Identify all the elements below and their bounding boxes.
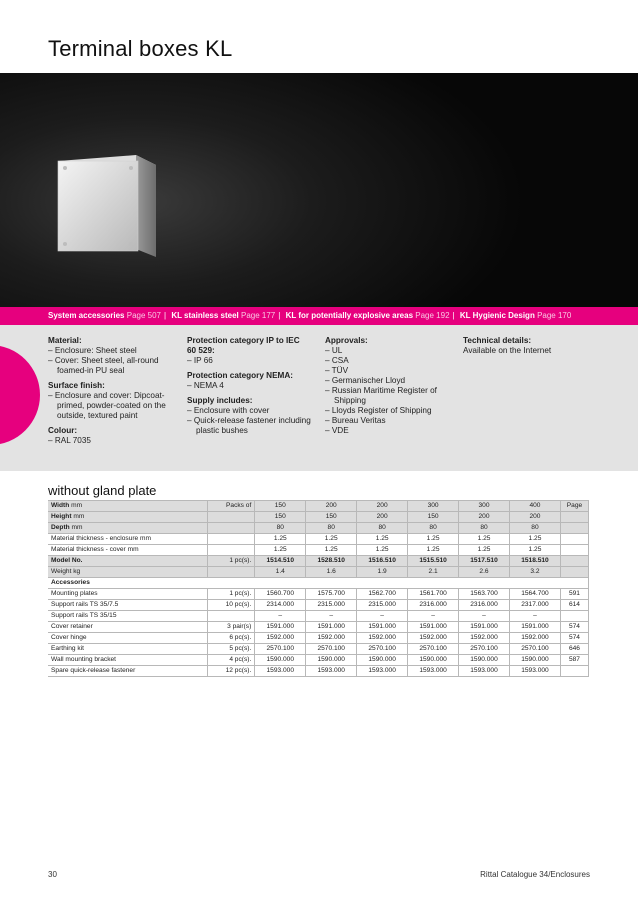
value-cell: 2570.100 [357,644,408,655]
value-cell: 1560.700 [255,589,306,600]
acc-page-2: Page 177 [241,311,276,320]
value-cell: 1590.000 [255,655,306,666]
model-number-cell: 1515.510 [408,556,459,567]
page-cell: 646 [560,644,588,655]
row-label: Cover hinge [48,633,208,644]
row-label: Mounting plates [48,589,208,600]
value-cell: 2316.000 [408,600,459,611]
packs-cell: 10 pc(s). [208,600,255,611]
value-cell: 2316.000 [459,600,510,611]
value-cell: – [509,611,560,622]
value-cell: 1593.000 [357,666,408,677]
value-cell: – [357,611,408,622]
packs-cell: 1 pc(s). [208,589,255,600]
catalogue-reference: Rittal Catalogue 34/Enclosures [480,870,590,879]
value-cell: 1592.000 [255,633,306,644]
value-cell: 1593.000 [509,666,560,677]
value-cell: 80 [255,523,306,534]
value-cell: 1593.000 [459,666,510,677]
page-title: Terminal boxes KL [48,36,233,61]
spec-col-material [48,336,176,446]
value-cell: 80 [408,523,459,534]
value-cell: 80 [357,523,408,534]
table-row [48,523,589,534]
value-cell: 150 [255,512,306,523]
row-label [48,523,208,534]
value-cell: 1.25 [255,534,306,545]
value-cell: 1593.000 [408,666,459,677]
value-cell: 2315.000 [357,600,408,611]
finish-heading: Surface finish: [48,381,105,390]
table-row [48,589,589,600]
page-cell [560,534,588,545]
value-cell: 150 [408,512,459,523]
value-cell: 1.25 [306,545,357,556]
value-cell: 1.25 [459,545,510,556]
table-row [48,545,589,556]
value-cell: – [408,611,459,622]
row-label [48,501,208,512]
value-cell: 1575.700 [306,589,357,600]
packs-cell: 4 pc(s). [208,655,255,666]
value-cell: 1591.000 [255,622,306,633]
row-label: Weight kg [48,567,208,578]
value-cell: 1590.000 [509,655,560,666]
value-cell: 1592.000 [306,633,357,644]
value-cell: 150 [306,512,357,523]
row-label-bold: Height [51,513,72,520]
row-label-unit: mm [69,502,83,509]
value-cell: 300 [408,501,459,512]
accessories-heading: Accessories [48,578,589,589]
value-cell: 2570.100 [255,644,306,655]
spec-item: – Cover: Sheet steel, all-round foamed-in PU seal [48,356,159,375]
model-number-cell: 1516.510 [357,556,408,567]
value-cell: 1590.000 [408,655,459,666]
row-label-unit: mm [69,524,83,531]
page-cell [560,611,588,622]
value-cell: 200 [357,501,408,512]
spec-item: – Enclosure and cover: Dipcoat-primed, powder-coated on the outside, textured paint [48,391,166,420]
spec-item: – Russian Maritime Register of Shipping [325,386,437,405]
page-cell: 614 [560,600,588,611]
packs-cell [208,534,255,545]
value-cell: 1592.000 [408,633,459,644]
value-cell: 1.4 [255,567,306,578]
row-label-unit: Material thickness - cover mm [51,546,139,553]
acc-page-4: Page 170 [537,311,572,320]
spec-item: – NEMA 4 [187,381,224,390]
value-cell: 80 [509,523,560,534]
ip-heading: Protection category IP to IEC 60 529: [187,336,300,355]
spec-item: – Quick-release fastener including plastic bushes [187,416,311,435]
value-cell: 1590.000 [459,655,510,666]
spec-item: – UL [325,346,343,355]
row-label: Wall mounting bracket [48,655,208,666]
table-row [48,611,589,622]
packs-cell [208,545,255,556]
table-title: without gland plate [48,483,157,498]
accessories-header-row [48,578,589,589]
row-label-unit: Material thickness - enclosure mm [51,535,152,542]
spec-item: – TÜV [325,366,349,375]
approvals-heading: Approvals: [325,336,368,345]
table-row [48,512,589,523]
value-cell: 200 [357,512,408,523]
value-cell: 1590.000 [357,655,408,666]
packs-cell: 3 pair(s) [208,622,255,633]
acc-page-1: Page 507 [126,311,161,320]
table-row [48,622,589,633]
data-table [48,500,589,677]
value-cell: 80 [459,523,510,534]
row-label-bold: Width [51,502,70,509]
row-label [48,534,208,545]
packs-cell: 12 pc(s). [208,666,255,677]
packs-cell: 6 pc(s). [208,633,255,644]
value-cell: 1592.000 [459,633,510,644]
value-cell: 1.25 [357,534,408,545]
value-cell: 1591.000 [357,622,408,633]
spec-item: – Germanischer Lloyd [325,376,406,385]
page-cell: 574 [560,622,588,633]
row-label: Spare quick-release fastener [48,666,208,677]
value-cell: 1564.700 [509,589,560,600]
value-cell: 1.25 [509,545,560,556]
packs-cell [208,512,255,523]
value-cell: 1591.000 [408,622,459,633]
value-cell: 2315.000 [306,600,357,611]
spec-item: – Enclosure: Sheet steel [48,346,137,355]
table-row [48,501,589,512]
page-cell: 574 [560,633,588,644]
spec-col-approvals [325,336,451,436]
value-cell: 1.25 [459,534,510,545]
material-heading: Material: [48,336,82,345]
spec-item: – Enclosure with cover [187,406,270,415]
value-cell: 1563.700 [459,589,510,600]
terminal-box-image [52,153,162,263]
row-label: Support rails TS 35/15 [48,611,208,622]
page-number: 30 [48,870,57,879]
table-row [48,633,589,644]
value-cell: 1591.000 [509,622,560,633]
spec-item: – Bureau Veritas [325,416,386,425]
spec-item: – Lloyds Register of Shipping [325,406,432,415]
tech-details-text: Available on the Internet [463,346,552,355]
value-cell: 80 [306,523,357,534]
value-cell: 1593.000 [306,666,357,677]
packs-cell: 5 pc(s). [208,644,255,655]
packs-cell [208,567,255,578]
value-cell: 1.6 [306,567,357,578]
table-row [48,534,589,545]
row-label [48,545,208,556]
value-cell: 1.25 [408,545,459,556]
value-cell: 200 [459,512,510,523]
row-label: Earthing kit [48,644,208,655]
spec-item: – VDE [325,426,349,435]
spec-item: – RAL 7035 [48,436,91,445]
packs-cell [208,611,255,622]
row-label-unit: mm [71,513,85,520]
value-cell: 1.25 [357,545,408,556]
value-cell: 2570.100 [408,644,459,655]
value-cell: 1592.000 [357,633,408,644]
value-cell: 2570.100 [459,644,510,655]
value-cell: 2317.000 [509,600,560,611]
page-cell: 591 [560,589,588,600]
page-cell [560,666,588,677]
page-cell [560,545,588,556]
value-cell: 1561.700 [408,589,459,600]
value-cell: 3.2 [509,567,560,578]
page-cell [560,512,588,523]
value-cell: – [306,611,357,622]
model-number-cell: 1518.510 [509,556,560,567]
accessories-bar: System accessories Page 507 | KL stainless steel Page 177 | KL for potentially explosive areas Page 192 | KL Hygienic Design Page 170 [0,307,638,325]
value-cell: 200 [509,512,560,523]
row-label-bold: Depth [51,524,70,531]
row-label: Model No. [48,556,208,567]
weight-row [48,567,589,578]
value-cell: 1591.000 [459,622,510,633]
value-cell: 2570.100 [509,644,560,655]
packs-cell: 1 pc(s). [208,556,255,567]
value-cell: 1.25 [306,534,357,545]
tech-heading: Technical details: [463,336,532,345]
model-row [48,556,589,567]
page-cell: Page [560,501,588,512]
spec-col-technical [463,336,603,356]
value-cell: 2570.100 [306,644,357,655]
value-cell: 2314.000 [255,600,306,611]
product-photo [0,73,638,307]
value-cell: 150 [255,501,306,512]
acc-label-3: KL for potentially explosive areas [285,311,414,320]
model-number-cell: 1528.510 [306,556,357,567]
acc-label-1: System accessories [48,311,125,320]
value-cell: 1.25 [408,534,459,545]
value-cell: 200 [306,501,357,512]
acc-page-3: Page 192 [415,311,450,320]
value-cell: 2.1 [408,567,459,578]
colour-heading: Colour: [48,426,78,435]
page-cell [560,523,588,534]
table-row [48,600,589,611]
value-cell: 1562.700 [357,589,408,600]
value-cell: 1590.000 [306,655,357,666]
acc-label-2: KL stainless steel [171,311,239,320]
value-cell: 1593.000 [255,666,306,677]
spec-item: – IP 66 [187,356,213,365]
page-cell [560,556,588,567]
value-cell: 400 [509,501,560,512]
value-cell: 1.9 [357,567,408,578]
value-cell: 1.25 [255,545,306,556]
acc-label-4: KL Hygienic Design [459,311,535,320]
packs-cell [208,523,255,534]
page-cell [560,567,588,578]
page-cell: 587 [560,655,588,666]
spec-item: – CSA [325,356,349,365]
value-cell: 2.6 [459,567,510,578]
packs-cell: Packs of [208,501,255,512]
row-label: Support rails TS 35/7.5 [48,600,208,611]
table-row [48,644,589,655]
model-number-cell: 1517.510 [459,556,510,567]
supply-heading: Supply includes: [187,396,253,405]
value-cell: 1591.000 [306,622,357,633]
row-label [48,512,208,523]
value-cell: – [459,611,510,622]
value-cell: – [255,611,306,622]
table-row [48,655,589,666]
value-cell: 1592.000 [509,633,560,644]
spec-col-protection [187,336,311,436]
nema-heading: Protection category NEMA: [187,371,293,380]
row-label: Cover retainer [48,622,208,633]
model-number-cell: 1514.510 [255,556,306,567]
value-cell: 1.25 [509,534,560,545]
table-row [48,666,589,677]
value-cell: 300 [459,501,510,512]
